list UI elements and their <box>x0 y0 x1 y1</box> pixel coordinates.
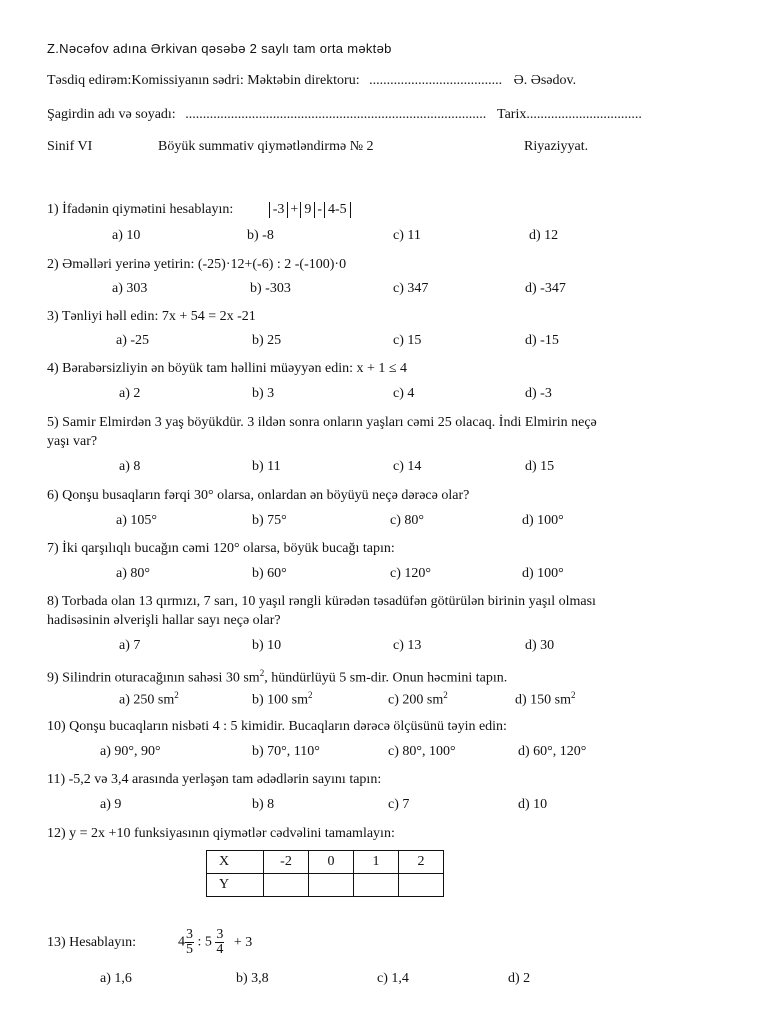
school-name: Z.Nəcəfov adına Ərkivan qəsəbə 2 saylı tam orta məktəb <box>47 41 392 56</box>
table-cell: -2 <box>264 851 309 874</box>
table-cell: 1 <box>354 851 399 874</box>
question-9 <box>47 664 723 688</box>
q3-option-b: b) 25 <box>252 333 282 348</box>
student-label: Şagirdin adı və soyadı: <box>47 107 176 122</box>
answer-cell[interactable] <box>264 874 309 897</box>
approval-dots: ...................................... <box>369 73 503 88</box>
minus-sign: - <box>317 202 322 217</box>
q1-option-d: d) 12 <box>529 228 559 243</box>
q4-option-c: c) 4 <box>393 386 415 401</box>
table-cell: 0 <box>309 851 354 874</box>
q2-option-b: b) -303 <box>250 281 291 296</box>
table-cell: Y <box>207 874 264 897</box>
values-table <box>206 850 444 897</box>
q7-option-d: d) 100° <box>522 566 564 581</box>
answer-cell[interactable] <box>354 874 399 897</box>
q9-option-a: a) 250 $sm^2$ <box>119 690 179 708</box>
q2-option-d: d) -347 <box>525 281 566 296</box>
q10-option-c: c) 80°, 100° <box>388 744 456 759</box>
tail-term: + 3 <box>233 934 253 950</box>
q9-option-d: d) 150 $sm^2$ <box>515 690 576 708</box>
question-1-text: 1) İfadənin qiymətini hesablayın: <box>47 202 234 217</box>
q5-option-a: a) 8 <box>119 459 141 474</box>
table-row-y <box>207 874 444 897</box>
q11-option-c: c) 7 <box>388 797 410 812</box>
assessment-title: Böyük summativ qiymətləndirmə № 2 <box>158 139 374 154</box>
q7-option-a: a) 80° <box>116 566 150 581</box>
table-row-x <box>207 851 444 874</box>
q3-option-d: d) -15 <box>525 333 559 348</box>
question-8-line-1: 8) Torbada olan 13 qırmızı, 7 sarı, 10 yaşıl rəngli kürədən təsadüfən götürülən birinin yaşıl olması <box>47 594 596 609</box>
question-13-text: 13) Hesablayın: <box>47 935 137 950</box>
plus-sign: + <box>290 202 299 217</box>
q5-option-d: d) 15 <box>525 459 555 474</box>
q5-option-b: b) 11 <box>252 459 281 474</box>
question-4-text: 4) Bərabərsizliyin ən böyük tam həllini müəyyən edin: x + 1 ≤ 4 <box>47 361 408 376</box>
q4-option-b: b) 3 <box>252 386 275 401</box>
q7-option-c: c) 120° <box>390 566 431 581</box>
question-5-line-1: 5) Samir Elmirdən 3 yaş böyükdür. 3 ildən sonra onların yaşları cəmi 25 olacaq. İndi Elmirin neçə <box>47 415 597 430</box>
question-7-text: 7) İki qarşılıqlı bucağın cəmi 120° olarsa, böyük bucağı tapın: <box>47 541 395 556</box>
question-5-line-2: yaşı var? <box>47 434 98 449</box>
q3-option-c: c) 15 <box>393 333 422 348</box>
table-cell: X <box>207 851 264 874</box>
q10-option-a: a) 90°, 90° <box>100 744 161 759</box>
q13-option-c: c) 1,4 <box>377 971 409 986</box>
question-12-text: 12) y = 2x +10 funksiyasının qiymətlər cədvəlini tamamlayın: <box>47 826 395 841</box>
question-1-expression <box>267 202 353 217</box>
q4-option-a: a) 2 <box>119 386 141 401</box>
q11-option-a: a) 9 <box>100 797 122 812</box>
question-1 <box>47 200 723 219</box>
question-8 <box>47 592 723 630</box>
question-3-text: 3) Tənliyi həll edin: 7x + 54 = 2x -21 <box>47 309 256 324</box>
class-label: Sinif VI <box>47 139 93 154</box>
question-11-text: 11) -5,2 və 3,4 arasında yerləşən tam ədədlərin sayını tapın: <box>47 772 382 787</box>
q8-option-b: b) 10 <box>252 638 282 653</box>
whole-1: 4 <box>178 934 185 950</box>
q10-option-b: b) 70°, 110° <box>252 744 320 759</box>
question-6-text: 6) Qonşu busaqların fərqi 30° olarsa, onlardan ən böyüyü neçə dərəcə olar? <box>47 488 470 503</box>
q5-option-c: c) 14 <box>393 459 422 474</box>
question-9-text-a: 9) Silindrin oturacağının sahəsi 30 sm <box>47 670 260 686</box>
q1-option-c: c) 11 <box>393 228 421 243</box>
approval-text: Təsdiq edirəm:Komissiyanın sədri: Məktəbin direktoru: <box>47 73 360 88</box>
answer-cell[interactable] <box>309 874 354 897</box>
mixed-fraction-expression <box>178 928 252 957</box>
q9-option-c: c) 200 $sm^2$ <box>388 690 448 708</box>
q13-option-d: d) 2 <box>508 971 531 986</box>
q6-option-b: b) 75° <box>252 513 287 528</box>
q1-option-b: b) -8 <box>247 228 274 243</box>
table-cell: 2 <box>399 851 444 874</box>
q13-option-b: b) 3,8 <box>236 971 269 986</box>
abs-value-1: -3 <box>269 202 289 218</box>
q4-option-d: d) -3 <box>525 386 552 401</box>
q8-option-d: d) 30 <box>525 638 555 653</box>
q13-option-a: a) 1,6 <box>100 971 132 986</box>
student-line <box>47 107 486 123</box>
q2-option-a: a) 303 <box>112 281 148 296</box>
student-dots: ...................................................................................... <box>185 107 487 122</box>
fraction-1: $\frac{3}{5}$ <box>186 927 193 957</box>
date-field: Tarix................................. <box>497 107 642 122</box>
question-5 <box>47 413 723 451</box>
q6-option-a: a) 105° <box>116 513 157 528</box>
question-2-text: 2) Əməlləri yerinə yetirin: (-25)·12+(-6) : 2 -(-100)·0 <box>47 257 347 272</box>
question-10-text: 10) Qonşu bucaqların nisbəti 4 : 5 kimidir. Bucaqların dərəcə ölçüsünü təyin edin: <box>47 719 507 734</box>
fraction-2: $\frac{3}{4}$ <box>216 927 224 957</box>
approval-line <box>47 73 576 89</box>
colon-sign: : <box>197 934 202 950</box>
answer-cell[interactable] <box>399 874 444 897</box>
abs-value-3: 4-5 <box>324 202 351 218</box>
q8-option-c: c) 13 <box>393 638 422 653</box>
q6-option-c: c) 80° <box>390 513 424 528</box>
q8-option-a: a) 7 <box>119 638 141 653</box>
q9-option-b: b) 100 $sm^2$ <box>252 690 313 708</box>
q6-option-d: d) 100° <box>522 513 564 528</box>
q2-option-c: c) 347 <box>393 281 429 296</box>
q7-option-b: b) 60° <box>252 566 287 581</box>
director-name: Ə. Əsədov. <box>513 73 577 88</box>
q9-sup: 2 <box>259 668 265 678</box>
q11-option-d: d) 10 <box>518 797 548 812</box>
whole-2: 5 <box>204 934 212 950</box>
q10-option-d: d) 60°, 120° <box>518 744 587 759</box>
abs-value-2: 9 <box>300 202 315 218</box>
subject-label: Riyaziyyat. <box>524 139 589 154</box>
question-8-line-2: hadisəsinin əlverişli hallar sayı neçə olar? <box>47 613 281 628</box>
q3-option-a: a) -25 <box>116 333 150 348</box>
q1-option-a: a) 10 <box>112 228 141 243</box>
question-9-text-b: , hündürlüyü 5 sm-dir. Onun həcmini tapın. <box>264 670 508 686</box>
q11-option-b: b) 8 <box>252 797 275 812</box>
